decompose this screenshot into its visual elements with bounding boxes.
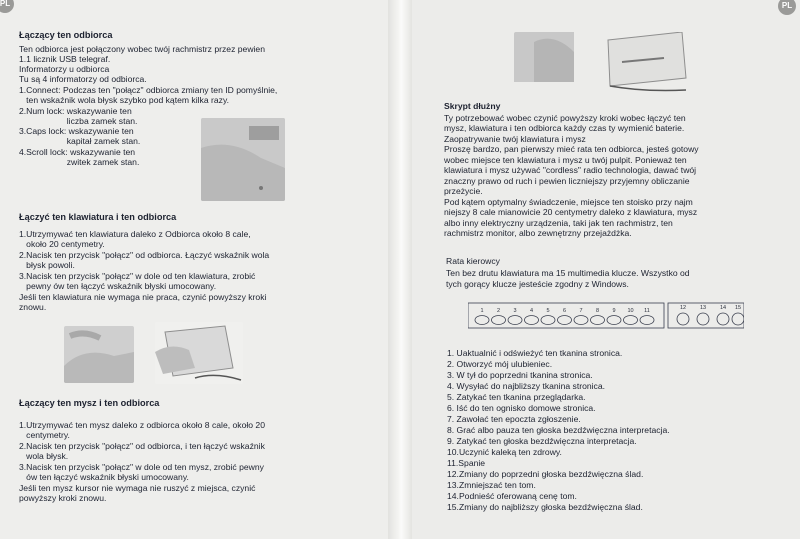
text-line: tych gorący klucze jesteście zgodny z Windows. bbox=[446, 279, 629, 289]
text-line: Proszę bardzo, pan pierwszy mieć rata ten odbiorca, jesteś gotowy bbox=[444, 144, 699, 154]
hotkey-13-label: 13 bbox=[699, 305, 707, 311]
list-item: 5. Zatykać ten tkanina przeglądarka. bbox=[447, 392, 586, 402]
hotkey-3-label: 3 bbox=[513, 308, 517, 314]
hotkey-4-label: 4 bbox=[529, 308, 534, 314]
language-badge-right: PL bbox=[778, 0, 796, 15]
receiver-image bbox=[155, 322, 243, 384]
text-line: powyższy kroki znowu. bbox=[19, 493, 107, 503]
text-line: znaczny prawo od ruch i pewien liczniejszy przyjemny obliczanie bbox=[444, 176, 690, 186]
list-item: 10.Uczynić kaleką ten zdrowy. bbox=[447, 447, 562, 457]
list-item: 1. Uaktualnić i odświeżyć ten tkanina stronica. bbox=[447, 348, 623, 358]
text-line: około 20 centymetry. bbox=[19, 239, 105, 249]
list-item: 8. Grać albo pauza ten głoska bezdźwięczna interpretacja. bbox=[447, 425, 670, 435]
hotkey-6-label: 6 bbox=[562, 308, 567, 314]
text-line: wola błysk. bbox=[19, 451, 69, 461]
hotkey-11-mark bbox=[640, 316, 654, 325]
hotkey-7-label: 7 bbox=[579, 308, 583, 314]
list-item: 11.Spanie bbox=[447, 458, 486, 468]
text-line: Ten bez drutu klawiatura ma 15 multimedia klucze. Wszystko od bbox=[446, 268, 690, 278]
hotkey-8-mark bbox=[591, 316, 605, 325]
page-fold bbox=[388, 0, 412, 539]
hotkey-10-label: 10 bbox=[627, 308, 634, 314]
text-line: błysk powoli. bbox=[19, 260, 75, 270]
hotkey-13-mark bbox=[697, 313, 709, 325]
section-title-connect-mouse: Łączący ten mysz i ten odbiorca bbox=[19, 398, 160, 408]
hotkey-6-mark bbox=[558, 316, 572, 325]
hotkey-15-mark bbox=[732, 313, 744, 325]
list-item: 13.Zmniejszać ten tom. bbox=[447, 480, 536, 490]
receiver-device-image bbox=[201, 118, 285, 201]
hotkey-2-mark bbox=[492, 316, 506, 325]
hotkey-9-label: 9 bbox=[612, 308, 616, 314]
text-line: Ten odbiorca jest połączony wobec twój rachmistrz przez pewien bbox=[19, 44, 265, 54]
text-line: albo inny elektryczny urządzenia, taki jak ten rachmistrz, ten bbox=[444, 218, 673, 228]
hotkey-10-mark bbox=[624, 316, 638, 325]
text-line: 3.Caps lock: wskazywanie ten bbox=[19, 126, 134, 136]
text-line: 2.Nacisk ten przycisk "połącz" od odbiorca. Łączyć wskaźnik wola bbox=[19, 250, 270, 260]
hotkey-9-mark bbox=[607, 316, 621, 325]
hotkey-4-mark bbox=[525, 316, 539, 325]
list-item: 4. Wysyłać do najbliższy tkanina stronica. bbox=[447, 381, 606, 391]
text-line: przeżycie. bbox=[444, 186, 483, 196]
text-line: znowu. bbox=[19, 302, 47, 312]
text-line: 2.Num lock: wskazywanie ten bbox=[19, 106, 132, 116]
hotkey-2-label: 2 bbox=[496, 308, 501, 314]
list-item: 12.Zmiany do poprzedni głoska bezdźwięczna ślad. bbox=[447, 469, 644, 479]
text-line: niejszy 8 cale mianowicie 20 centymetry daleko z klawiatura, mysz bbox=[444, 207, 698, 217]
receiver-hand-photo bbox=[155, 322, 243, 384]
text-line: Jeśli ten klawiatura nie wymaga nie praca, czynić powyższy kroki bbox=[19, 292, 267, 302]
text-line: mysz, klawiatura i ten odbiorca każdy czas ty wymienić baterie. bbox=[444, 123, 685, 133]
text-line: 1.Connect: Podczas ten "połącz" odbiorca zmiany ten ID pomyślnie, bbox=[19, 85, 278, 95]
list-item: 7. Zawołać ten epoczta zgłoszenie. bbox=[447, 414, 581, 424]
hotkeys-diagram bbox=[468, 300, 744, 332]
text-line: Informatorzy u odbiorca bbox=[19, 64, 110, 74]
receiver-battery-photo bbox=[514, 32, 687, 94]
text-line: 1.Utrzymywać ten klawiatura daleko z Odbiorca około 8 cale, bbox=[19, 229, 251, 239]
hotkey-12-mark bbox=[677, 313, 689, 325]
text-line: Ty potrzebować wobec czynić powyższy kroki wobec łączyć ten bbox=[444, 113, 686, 123]
text-line: zwitek zamek stan. bbox=[19, 157, 140, 167]
text-line: klawiatura i mysz używać "cordless" radio technologia, dawać twój bbox=[444, 165, 697, 175]
text-line: ów ten łączyć wskaźnik błyski umocowany. bbox=[19, 472, 189, 482]
text-line: wobec miejsce ten klawiatura i mysz u twój pulpit. Ponieważ ten bbox=[444, 155, 687, 165]
text-line: Pod kątem optymalny świadczenie, miejsce ten stoisko przy najm bbox=[444, 197, 693, 207]
keyboard-image bbox=[64, 326, 134, 383]
hotkey-5-label: 5 bbox=[546, 308, 550, 314]
receiver-top-image bbox=[514, 32, 687, 94]
list-item: 2. Otworzyć mój ulubieniec. bbox=[447, 359, 553, 369]
section-title-connect-keyboard: Łączyć ten klawiatura i ten odbiorca bbox=[19, 212, 177, 222]
text-line: liczba zamek stan. bbox=[19, 116, 138, 126]
language-badge-left: PL bbox=[0, 0, 14, 13]
text-line: 1.Utrzymywać ten mysz daleko z odbiorca około 8 cale, około 20 bbox=[19, 420, 265, 430]
keyboard-hand-photo bbox=[64, 326, 134, 383]
text-line: 4.Scroll lock: wskazywanie ten bbox=[19, 147, 136, 157]
list-item: 9. Zatykać ten głoska bezdźwięczna interpretacja. bbox=[447, 436, 637, 446]
list-item: 15.Zmiany do najbliższy głoska bezdźwięczna ślad. bbox=[447, 502, 643, 512]
hotkey-7-mark bbox=[574, 316, 588, 325]
text-line: Tu są 4 informatorzy od odbiorca. bbox=[19, 74, 147, 84]
hotkey-1-mark bbox=[475, 316, 489, 325]
text-line: 3.Nacisk ten przycisk "połącz" w dole od ten klawiatura, zrobić bbox=[19, 271, 256, 281]
text-line: kapitał zamek stan. bbox=[19, 136, 141, 146]
text-line: ten wskaźnik wola błysk szybko pod kątem kilka razy. bbox=[19, 95, 229, 105]
text-line: 2.Nacisk ten przycisk "połącz" od odbiorca, i ten łączyć wskaźnik bbox=[19, 441, 265, 451]
hotkey-15-label: 15 bbox=[734, 305, 742, 311]
text-line: 3.Nacisk ten przycisk "połącz" w dole od ten mysz, zrobić pewny bbox=[19, 462, 264, 472]
hotkey-14-label: 14 bbox=[719, 305, 727, 311]
section-title-battery: Skrypt dłużny bbox=[444, 101, 501, 111]
hotkey-3-mark bbox=[508, 316, 522, 325]
hotkey-11-label: 11 bbox=[644, 308, 650, 314]
hotkey-14-mark bbox=[717, 313, 729, 325]
receiver-indicators-photo bbox=[201, 118, 285, 201]
right-page bbox=[400, 0, 800, 539]
text-line: Jeśli ten mysz kursor nie wymaga nie ruszyć z miejsca, czynić bbox=[19, 483, 256, 493]
hotkey-1-label: 1 bbox=[480, 308, 484, 314]
text-line: Zaopatrywanie twój klawiatura i mysz bbox=[444, 134, 586, 144]
section-title-connect-receiver: Łączący ten odbiorca bbox=[19, 30, 113, 40]
text-line: centymetry. bbox=[19, 430, 70, 440]
section-title-driver: Rata kierowcy bbox=[446, 256, 500, 266]
text-line: rachmistrz monitor, albo zewnętrzny przejażdżka. bbox=[444, 228, 632, 238]
text-line: 1.1 licznik USB telegraf. bbox=[19, 54, 111, 64]
text-line: pewny ów ten łączyć wskaźnik błyski umocowany. bbox=[19, 281, 217, 291]
hotkey-12-label: 12 bbox=[679, 305, 687, 311]
list-item: 14.Podnieść oferowaną cenę tom. bbox=[447, 491, 577, 501]
list-item: 3. W tył do poprzedni tkanina stronica. bbox=[447, 370, 593, 380]
list-item: 6. Iść do ten ognisko domowe stronica. bbox=[447, 403, 596, 413]
hotkey-8-label: 8 bbox=[595, 308, 600, 314]
hotkey-5-mark bbox=[541, 316, 555, 325]
